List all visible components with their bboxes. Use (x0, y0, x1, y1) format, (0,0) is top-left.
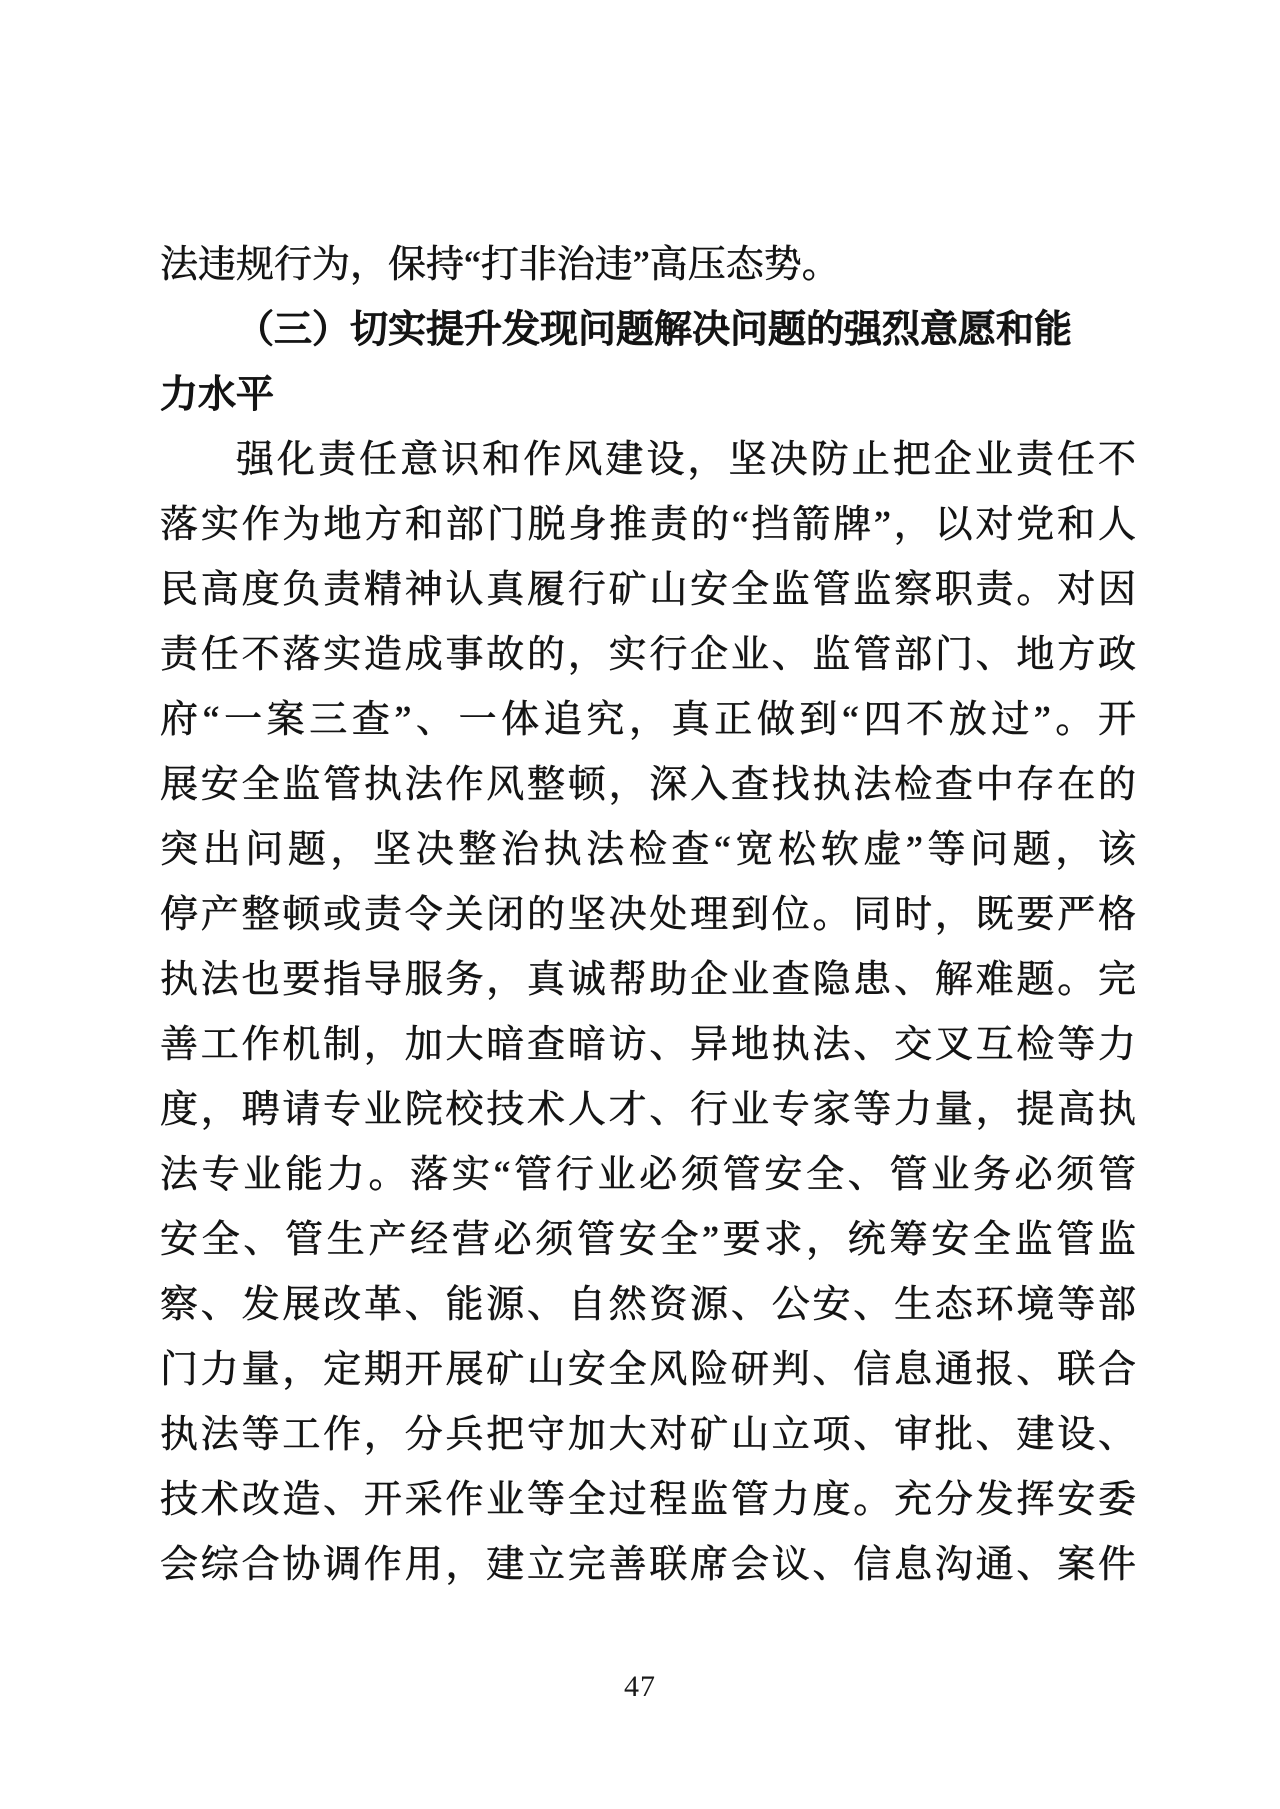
body-text-line: 度，聘请专业院校技术人才、行业专家等力量，提高执 (160, 1089, 1136, 1131)
body-text-line: 责任不落实造成事故的，实行企业、监管部门、地方政 (160, 634, 1136, 676)
body-text-line: 执法也要指导服务，真诚帮助企业查隐患、解难题。完 (160, 959, 1136, 1001)
body-text-line: 法专业能力。落实“管行业必须管安全、管业务必须管 (160, 1154, 1136, 1196)
body-text-line: 善工作机制，加大暗查暗访、异地执法、交叉互检等力 (160, 1024, 1136, 1066)
page-footer (0, 1672, 1280, 1702)
page-number: 47 (624, 1670, 656, 1703)
body-text-line: 展安全监管执法作风整顿，深入查找执法检查中存在的 (160, 764, 1136, 806)
heading-line: （三）切实提升发现问题解决问题的强烈意愿和能 (236, 309, 1073, 351)
body-text-line: 民高度负责精神认真履行矿山安全监管监察职责。对因 (160, 569, 1136, 611)
heading-line: 力水平 (160, 374, 275, 416)
body-text-line: 突出问题，坚决整治执法检查“宽松软虚”等问题，该 (160, 829, 1136, 871)
body-text-line: 技术改造、开采作业等全过程监管力度。充分发挥安委 (160, 1479, 1136, 1521)
body-text-line: 安全、管生产经营必须管安全”要求，统筹安全监管监 (160, 1219, 1136, 1261)
body-text-line: 察、发展改革、能源、自然资源、公安、生态环境等部 (160, 1284, 1136, 1326)
body-text-line: 停产整顿或责令关闭的坚决处理到位。同时，既要严格 (160, 894, 1136, 936)
body-text-line: 府“一案三查”、一体追究，真正做到“四不放过”。开 (160, 699, 1136, 741)
body-text-line: 门力量，定期开展矿山安全风险研判、信息通报、联合 (160, 1349, 1136, 1391)
body-text-line: 强化责任意识和作风建设，坚决防止把企业责任不 (236, 439, 1136, 481)
body-text-line: 法违规行为，保持“打非治违”高压态势。 (160, 244, 840, 286)
body-text-line: 执法等工作，分兵把守加大对矿山立项、审批、建设、 (160, 1414, 1136, 1456)
body-text-line: 落实作为地方和部门脱身推责的“挡箭牌”，以对党和人 (160, 504, 1136, 546)
document-lines (160, 233, 1136, 1598)
body-text-line: 会综合协调作用，建立完善联席会议、信息沟通、案件 (160, 1544, 1136, 1586)
